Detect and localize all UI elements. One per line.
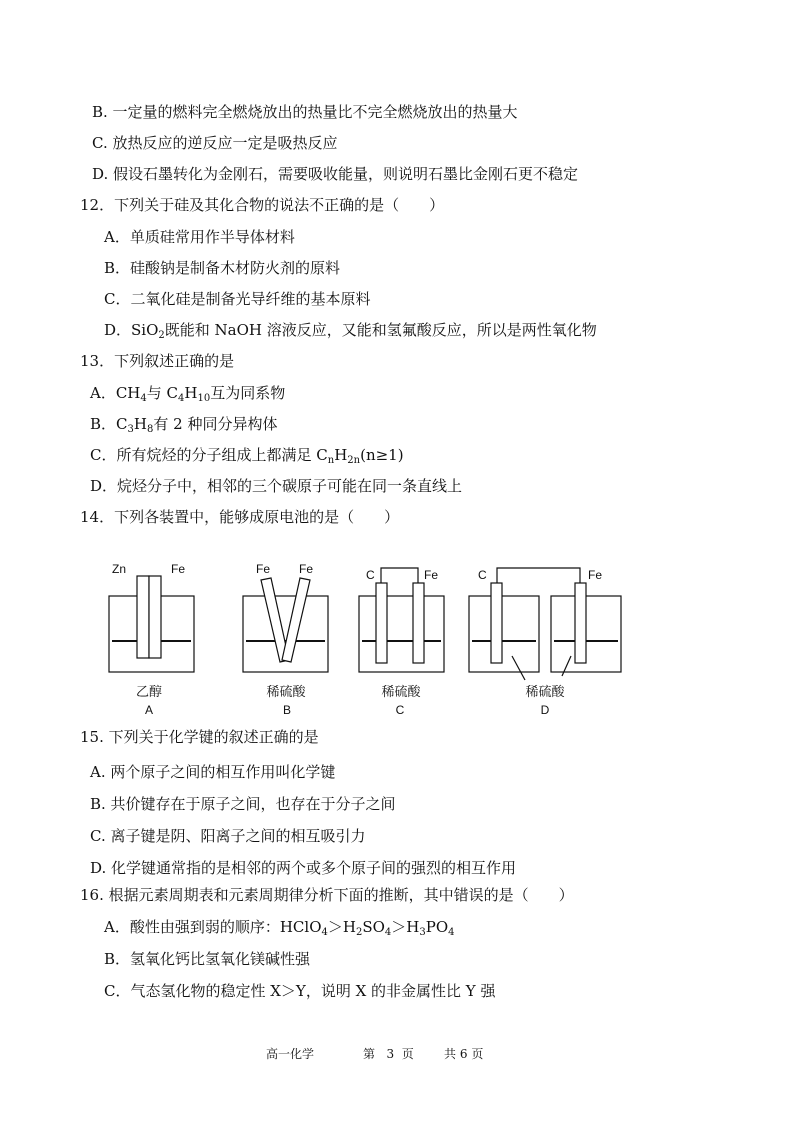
q15-option-a: A. 两个原子之间的相互作用叫化学键	[90, 763, 336, 781]
footer-total-pages: 6	[459, 1047, 468, 1061]
apparatus-b-left-electrode: Fe	[256, 562, 271, 576]
q12-option-c: C．二氧化硅是制备光导纤维的基本原料	[104, 290, 371, 308]
q13-option-a: A．$CH_4$与 $C_4H_{10}$互为同系物	[90, 384, 286, 404]
apparatus-d-solution: 稀硫酸	[525, 685, 565, 700]
q15-option-c: C. 离子键是阴、阳离子之间的相互吸引力	[90, 827, 366, 845]
apparatus-d-drawing	[469, 568, 621, 680]
q15-option-d: D. 化学键通常指的是相邻的两个或多个原子间的强烈的相互作用	[90, 859, 517, 877]
q16-option-b: B．氢氧化钙比氢氧化镁碱性强	[104, 950, 311, 968]
q12-option-a: A．单质硅常用作半导体材料	[104, 228, 295, 246]
q12-stem: 12．下列关于硅及其化合物的说法不正确的是（ ）	[80, 196, 445, 214]
apparatus-a-right-electrode: Fe	[171, 562, 186, 576]
apparatus-b-solution: 稀硫酸	[266, 685, 306, 700]
q15-option-b: B. 共价键存在于原子之间，也存在于分子之间	[90, 795, 396, 813]
q12-option-d: D．SiO$_2$既能和 NaOH 溶液反应，又能和氢氟酸反应，所以是两性氧化物	[104, 321, 597, 341]
apparatus-a-drawing	[109, 576, 194, 672]
footer-page-label: 第 3 页	[363, 1047, 414, 1061]
footer-subject: 高一化学	[266, 1047, 315, 1061]
q12-option-b: B．硅酸钠是制备木材防火剂的原料	[104, 259, 341, 277]
apparatus-d-left-electrode: C	[478, 568, 487, 582]
apparatus-b-letter: B	[282, 703, 291, 717]
apparatus-b-right-electrode: Fe	[299, 562, 314, 576]
q14-stem: 14．下列各装置中，能够成原电池的是（ ）	[80, 508, 400, 526]
q11-option-d: D. 假设石墨转化为金刚石，需要吸收能量，则说明石墨比金刚石更不稳定	[92, 165, 579, 183]
apparatus-d-right-electrode: Fe	[588, 568, 603, 582]
footer-page-number: 3	[386, 1047, 395, 1061]
apparatus-d-letter: D	[540, 703, 550, 717]
apparatus-c-letter: C	[395, 703, 405, 717]
apparatus-a-letter: A	[144, 703, 153, 717]
q13-stem: 13．下列叙述正确的是	[80, 352, 235, 370]
apparatus-a-solution: 乙醇	[135, 685, 162, 700]
apparatus-c-right-electrode: Fe	[424, 568, 439, 582]
apparatus-a-left-electrode: Zn	[112, 562, 127, 576]
apparatus-c-drawing	[359, 568, 444, 672]
q16-stem: 16. 根据元素周期表和元素周期律分析下面的推断，其中错误的是（ ）	[80, 886, 574, 904]
footer-total-label: 共 6 页	[444, 1047, 484, 1061]
apparatus-c-solution: 稀硫酸	[381, 685, 421, 700]
q13-option-b: B．$C_3H_8$有 2 种同分异构体	[90, 415, 278, 435]
q15-stem: 15. 下列关于化学键的叙述正确的是	[80, 728, 319, 746]
q13-option-c: C．所有烷烃的分子组成上都满足 $C_nH_{2n}(n\ge 1)$	[90, 446, 404, 466]
q16-option-c: C．气态氢化物的稳定性 X＞Y，说明 X 的非金属性比 Y 强	[104, 982, 496, 1000]
q11-option-b: B. 一定量的燃料完全燃烧放出的热量比不完全燃烧放出的热量大	[92, 103, 518, 121]
q13-option-d: D．烷烃分子中，相邻的三个碳原子可能在同一条直线上	[90, 477, 463, 495]
q16-option-a: A．酸性由强到弱的顺序：$HClO_4>H_2SO_4>H_3PO_4$	[104, 918, 455, 938]
q11-option-c: C. 放热反应的逆反应一定是吸热反应	[92, 134, 338, 152]
apparatus-b-drawing	[243, 578, 328, 672]
apparatus-c-left-electrode: C	[366, 568, 375, 582]
